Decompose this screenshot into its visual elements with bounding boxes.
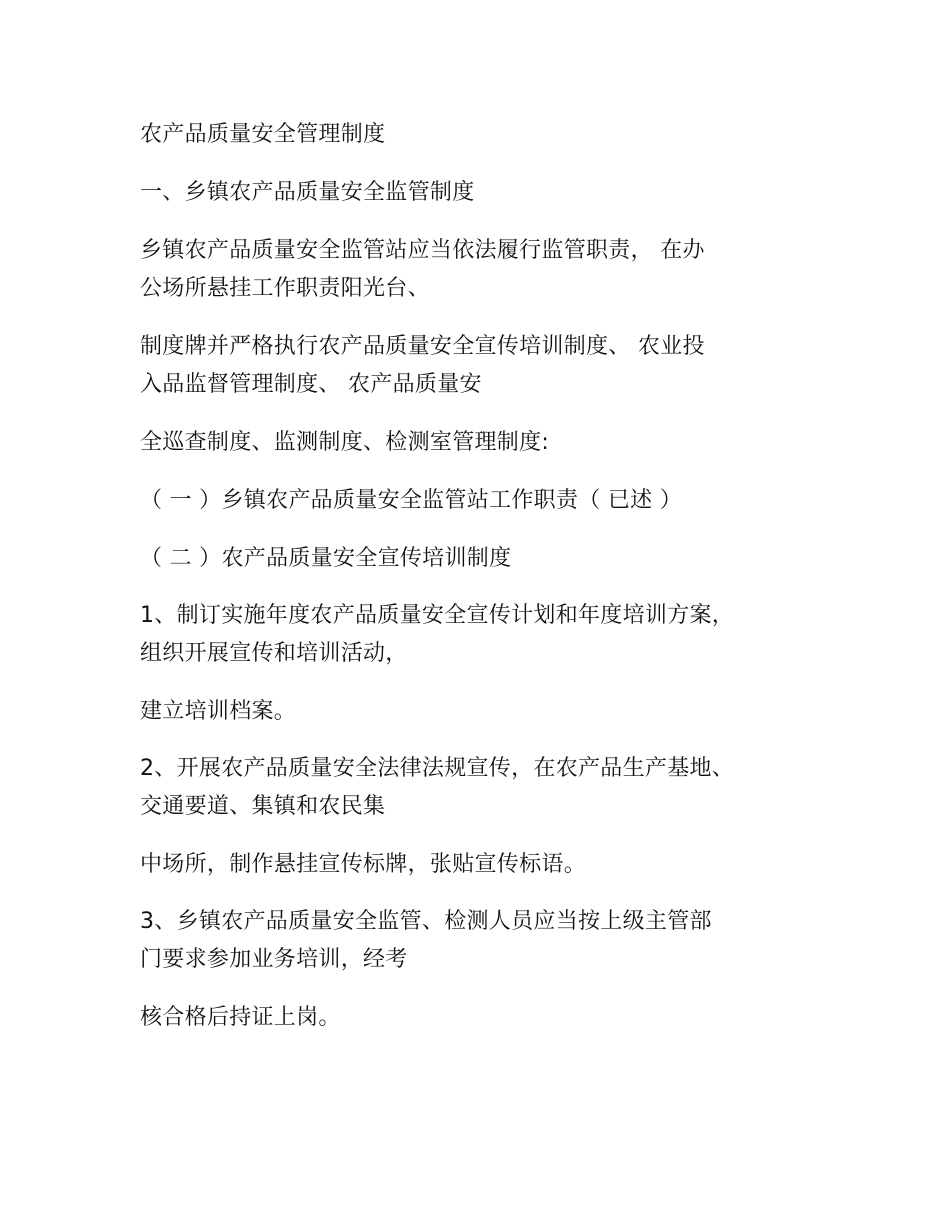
paragraph: 建立培训档案。 [140, 699, 297, 724]
paragraph: 中场所，制作悬挂宣传标牌，张贴宣传标语。 [140, 852, 587, 877]
section-heading: 一、乡镇农产品质量安全监管制度 [140, 180, 475, 205]
paragraph: 制度牌并严格执行农产品质量安全宣传培训制度、 农业投 入品监督管理制度、 农产品质量安 [140, 334, 705, 397]
paragraph: 核合格后持证上岗。 [140, 1005, 341, 1030]
paragraph: 全巡查制度、监测制度、检测室管理制度: [140, 430, 550, 455]
subsection-heading: （ 一 ）乡镇农产品质量安全监管站工作职责（ 已述 ） [140, 488, 683, 513]
document-title: 农产品质量安全管理制度 [140, 122, 386, 147]
list-item: 1、制订实施年度农产品质量安全宣传计划和年度培训方案， 组织开展宣传和培训活动， [140, 603, 735, 666]
paragraph: 乡镇农产品质量安全监管站应当依法履行监管职责， 在办 公场所悬挂工作职责阳光台、 [140, 238, 705, 301]
list-item: 3、乡镇农产品质量安全监管、检测人员应当按上级主管部 门要求参加业务培训，经考 [140, 909, 712, 972]
subsection-heading: （ 二 ）农产品质量安全宣传培训制度 [140, 546, 512, 571]
list-item: 2、开展农产品质量安全法律法规宣传，在农产品生产基地、 交通要道、集镇和农民集 [140, 756, 735, 819]
